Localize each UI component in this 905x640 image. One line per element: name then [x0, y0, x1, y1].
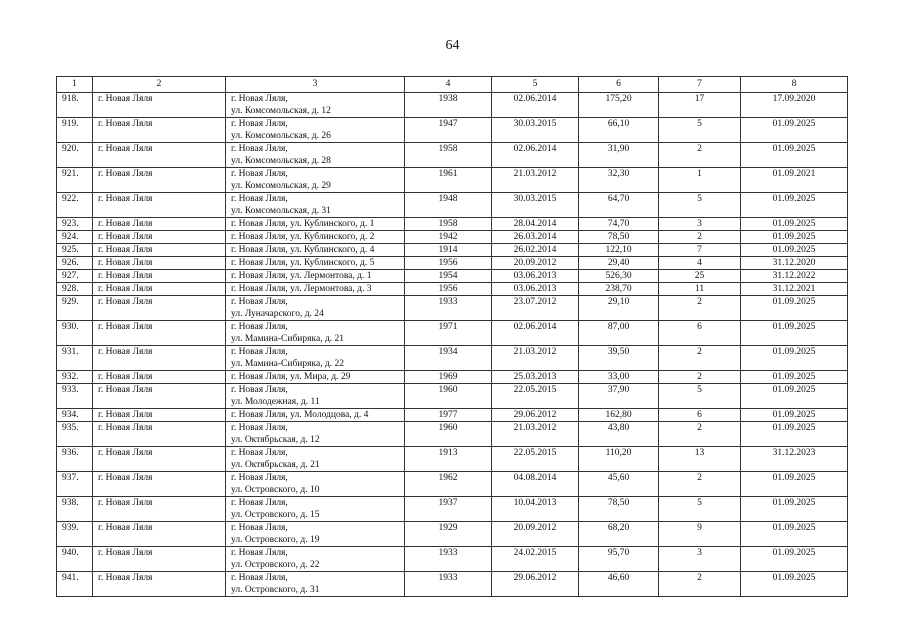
address-line: г. Новая Ляля, ул. Мира, д. 29 — [231, 372, 351, 382]
column-header: 8 — [741, 77, 848, 93]
address-cell — [226, 231, 405, 244]
residents-cell: 9 — [659, 522, 741, 547]
residents-cell: 2 — [659, 346, 741, 371]
area-cell: 45,60 — [579, 472, 659, 497]
deadline-date-cell: 01.09.2025 — [741, 218, 848, 231]
address-line: г. Новая Ляля, — [231, 94, 288, 104]
row-number-cell: 924. — [57, 231, 93, 244]
address-cell — [226, 296, 405, 321]
survey-date-cell: 21.03.2012 — [492, 168, 579, 193]
survey-date-cell: 28.04.2014 — [492, 218, 579, 231]
settlement-cell: г. Новая Ляля — [93, 371, 226, 384]
year-built-cell: 1977 — [405, 409, 492, 422]
address-line: г. Новая Ляля, — [231, 385, 288, 395]
area-cell: 122,10 — [579, 244, 659, 257]
residents-cell: 5 — [659, 193, 741, 218]
year-built-cell: 1933 — [405, 547, 492, 572]
row-number-cell: 928. — [57, 283, 93, 296]
settlement-cell: г. Новая Ляля — [93, 384, 226, 409]
address-line: г. Новая Ляля, — [231, 297, 288, 307]
area-cell: 78,50 — [579, 497, 659, 522]
row-number-cell: 938. — [57, 497, 93, 522]
row-number-cell: 941. — [57, 572, 93, 597]
area-cell: 162,80 — [579, 409, 659, 422]
address-line: г. Новая Ляля, — [231, 473, 288, 483]
residents-cell: 3 — [659, 547, 741, 572]
deadline-date-cell: 01.09.2025 — [741, 296, 848, 321]
residents-cell: 5 — [659, 384, 741, 409]
year-built-cell: 1942 — [405, 231, 492, 244]
area-cell: 33,00 — [579, 371, 659, 384]
settlement-cell: г. Новая Ляля — [93, 321, 226, 346]
address-line: ул. Октябрьская, д. 12 — [231, 435, 320, 445]
year-built-cell: 1956 — [405, 283, 492, 296]
address-line: ул. Островского, д. 22 — [231, 560, 320, 570]
deadline-date-cell: 01.09.2025 — [741, 244, 848, 257]
deadline-date-cell: 01.09.2025 — [741, 422, 848, 447]
address-line: г. Новая Ляля, — [231, 423, 288, 433]
row-number-cell: 919. — [57, 118, 93, 143]
table-row — [57, 547, 848, 572]
address-line: г. Новая Ляля, ул. Кублинского, д. 4 — [231, 245, 375, 255]
year-built-cell: 1961 — [405, 168, 492, 193]
residents-cell: 2 — [659, 143, 741, 168]
table-row — [57, 193, 848, 218]
settlement-cell: г. Новая Ляля — [93, 93, 226, 118]
deadline-date-cell: 01.09.2025 — [741, 409, 848, 422]
residents-cell: 2 — [659, 296, 741, 321]
table-row — [57, 522, 848, 547]
year-built-cell: 1956 — [405, 257, 492, 270]
deadline-date-cell: 01.09.2025 — [741, 346, 848, 371]
row-number-cell: 927. — [57, 270, 93, 283]
deadline-date-cell: 01.09.2025 — [741, 321, 848, 346]
survey-date-cell: 22.05.2015 — [492, 447, 579, 472]
area-cell: 46,60 — [579, 572, 659, 597]
survey-date-cell: 20.09.2012 — [492, 522, 579, 547]
column-header: 3 — [226, 77, 405, 93]
settlement-cell: г. Новая Ляля — [93, 547, 226, 572]
residents-cell: 11 — [659, 283, 741, 296]
residents-cell: 6 — [659, 321, 741, 346]
residents-cell: 17 — [659, 93, 741, 118]
year-built-cell: 1962 — [405, 472, 492, 497]
settlement-cell: г. Новая Ляля — [93, 257, 226, 270]
settlement-cell: г. Новая Ляля — [93, 447, 226, 472]
area-cell: 31,90 — [579, 143, 659, 168]
address-cell — [226, 472, 405, 497]
table-row — [57, 231, 848, 244]
table-body — [57, 93, 848, 597]
settlement-cell: г. Новая Ляля — [93, 497, 226, 522]
year-built-cell: 1934 — [405, 346, 492, 371]
deadline-date-cell: 17.09.2020 — [741, 93, 848, 118]
address-line: г. Новая Ляля, — [231, 498, 288, 508]
survey-date-cell: 03.06.2013 — [492, 283, 579, 296]
area-cell: 29,40 — [579, 257, 659, 270]
deadline-date-cell: 01.09.2025 — [741, 231, 848, 244]
residents-cell: 7 — [659, 244, 741, 257]
year-built-cell: 1938 — [405, 93, 492, 118]
address-line: ул. Островского, д. 10 — [231, 485, 320, 495]
survey-date-cell: 29.06.2012 — [492, 572, 579, 597]
table-row — [57, 283, 848, 296]
area-cell: 87,00 — [579, 321, 659, 346]
table-row — [57, 447, 848, 472]
area-cell: 78,50 — [579, 231, 659, 244]
area-cell: 175,20 — [579, 93, 659, 118]
address-cell — [226, 522, 405, 547]
year-built-cell: 1958 — [405, 143, 492, 168]
survey-date-cell: 02.06.2014 — [492, 143, 579, 168]
settlement-cell: г. Новая Ляля — [93, 572, 226, 597]
deadline-date-cell: 01.09.2025 — [741, 497, 848, 522]
table-row — [57, 422, 848, 447]
deadline-date-cell: 01.09.2025 — [741, 118, 848, 143]
address-cell — [226, 422, 405, 447]
year-built-cell: 1948 — [405, 193, 492, 218]
address-line: ул. Островского, д. 15 — [231, 510, 320, 520]
address-line: ул. Луначарского, д. 24 — [231, 309, 324, 319]
survey-date-cell: 04.08.2014 — [492, 472, 579, 497]
address-line: ул. Мамина-Сибиряка, д. 22 — [231, 359, 345, 369]
deadline-date-cell: 01.09.2025 — [741, 193, 848, 218]
settlement-cell: г. Новая Ляля — [93, 296, 226, 321]
address-cell — [226, 93, 405, 118]
year-built-cell: 1947 — [405, 118, 492, 143]
area-cell: 95,70 — [579, 547, 659, 572]
row-number-cell: 939. — [57, 522, 93, 547]
settlement-cell: г. Новая Ляля — [93, 143, 226, 168]
table-row — [57, 409, 848, 422]
row-number-cell: 925. — [57, 244, 93, 257]
survey-date-cell: 10.04.2013 — [492, 497, 579, 522]
address-cell — [226, 447, 405, 472]
page-number: 64 — [445, 38, 460, 53]
survey-date-cell: 20.09.2012 — [492, 257, 579, 270]
year-built-cell: 1929 — [405, 522, 492, 547]
survey-date-cell: 23.07.2012 — [492, 296, 579, 321]
address-line: ул. Комсомольская, д. 12 — [231, 106, 331, 116]
column-header: 4 — [405, 77, 492, 93]
survey-date-cell: 22.05.2015 — [492, 384, 579, 409]
year-built-cell: 1971 — [405, 321, 492, 346]
table-row — [57, 143, 848, 168]
address-line: г. Новая Ляля, — [231, 144, 288, 154]
row-number-cell: 923. — [57, 218, 93, 231]
row-number-cell: 931. — [57, 346, 93, 371]
deadline-date-cell: 01.09.2025 — [741, 143, 848, 168]
year-built-cell: 1969 — [405, 371, 492, 384]
address-line: г. Новая Ляля, ул. Лермонтова, д. 1 — [231, 271, 372, 281]
survey-date-cell: 30.03.2015 — [492, 193, 579, 218]
address-line: ул. Комсомольская, д. 28 — [231, 156, 331, 166]
residents-cell: 2 — [659, 371, 741, 384]
year-built-cell: 1960 — [405, 384, 492, 409]
address-cell — [226, 270, 405, 283]
residents-cell: 6 — [659, 409, 741, 422]
settlement-cell: г. Новая Ляля — [93, 193, 226, 218]
settlement-cell: г. Новая Ляля — [93, 422, 226, 447]
address-line: г. Новая Ляля, — [231, 169, 288, 179]
area-cell: 29,10 — [579, 296, 659, 321]
table-row — [57, 270, 848, 283]
address-cell — [226, 143, 405, 168]
survey-date-cell: 26.02.2014 — [492, 244, 579, 257]
residents-cell: 2 — [659, 472, 741, 497]
address-line: ул. Октябрьская, д. 21 — [231, 460, 320, 470]
residents-cell: 3 — [659, 218, 741, 231]
address-line: г. Новая Ляля, ул. Кублинского, д. 5 — [231, 258, 375, 268]
column-header: 6 — [579, 77, 659, 93]
year-built-cell: 1958 — [405, 218, 492, 231]
deadline-date-cell: 01.09.2025 — [741, 572, 848, 597]
survey-date-cell: 02.06.2014 — [492, 321, 579, 346]
settlement-cell: г. Новая Ляля — [93, 244, 226, 257]
address-line: ул. Островского, д. 19 — [231, 535, 320, 545]
area-cell: 68,20 — [579, 522, 659, 547]
table-row — [57, 244, 848, 257]
year-built-cell: 1960 — [405, 422, 492, 447]
address-cell — [226, 168, 405, 193]
row-number-cell: 937. — [57, 472, 93, 497]
row-number-cell: 940. — [57, 547, 93, 572]
table-row — [57, 296, 848, 321]
address-line: г. Новая Ляля, — [231, 573, 288, 583]
area-cell: 39,50 — [579, 346, 659, 371]
address-cell — [226, 193, 405, 218]
table-row — [57, 168, 848, 193]
address-cell — [226, 384, 405, 409]
survey-date-cell: 29.06.2012 — [492, 409, 579, 422]
column-header: 1 — [57, 77, 93, 93]
row-number-cell: 922. — [57, 193, 93, 218]
table-row — [57, 93, 848, 118]
area-cell: 110,20 — [579, 447, 659, 472]
row-number-cell: 934. — [57, 409, 93, 422]
settlement-cell: г. Новая Ляля — [93, 283, 226, 296]
deadline-date-cell: 31.12.2022 — [741, 270, 848, 283]
settlement-cell: г. Новая Ляля — [93, 118, 226, 143]
row-number-cell: 930. — [57, 321, 93, 346]
address-line: г. Новая Ляля, — [231, 448, 288, 458]
address-line: ул. Молодежная, д. 11 — [231, 397, 320, 407]
table-row — [57, 218, 848, 231]
row-number-cell: 920. — [57, 143, 93, 168]
address-line: г. Новая Ляля, — [231, 347, 288, 357]
year-built-cell: 1933 — [405, 572, 492, 597]
residents-cell: 13 — [659, 447, 741, 472]
address-line: г. Новая Ляля, ул. Кублинского, д. 1 — [231, 219, 375, 229]
deadline-date-cell: 31.12.2021 — [741, 283, 848, 296]
table-row — [57, 321, 848, 346]
address-cell — [226, 218, 405, 231]
address-cell — [226, 346, 405, 371]
address-line: ул. Комсомольская, д. 29 — [231, 181, 331, 191]
address-line: г. Новая Ляля, ул. Кублинского, д. 2 — [231, 232, 375, 242]
deadline-date-cell: 01.09.2025 — [741, 547, 848, 572]
table-row — [57, 497, 848, 522]
survey-date-cell: 21.03.2012 — [492, 422, 579, 447]
settlement-cell: г. Новая Ляля — [93, 346, 226, 371]
table-row — [57, 346, 848, 371]
address-line: г. Новая Ляля, — [231, 322, 288, 332]
address-cell — [226, 283, 405, 296]
address-line: ул. Мамина-Сибиряка, д. 21 — [231, 334, 345, 344]
deadline-date-cell: 01.09.2025 — [741, 371, 848, 384]
address-cell — [226, 547, 405, 572]
year-built-cell: 1954 — [405, 270, 492, 283]
deadline-date-cell: 01.09.2025 — [741, 522, 848, 547]
column-header: 2 — [93, 77, 226, 93]
address-cell — [226, 257, 405, 270]
area-cell: 74,70 — [579, 218, 659, 231]
area-cell: 66,10 — [579, 118, 659, 143]
residents-cell: 5 — [659, 118, 741, 143]
address-line: г. Новая Ляля, — [231, 548, 288, 558]
year-built-cell: 1913 — [405, 447, 492, 472]
residents-cell: 1 — [659, 168, 741, 193]
address-cell — [226, 371, 405, 384]
table-row — [57, 118, 848, 143]
table-row — [57, 572, 848, 597]
address-line: ул. Комсомольская, д. 26 — [231, 131, 331, 141]
area-cell: 64,70 — [579, 193, 659, 218]
address-cell — [226, 118, 405, 143]
row-number-cell: 936. — [57, 447, 93, 472]
settlement-cell: г. Новая Ляля — [93, 522, 226, 547]
table-row — [57, 384, 848, 409]
row-number-cell: 932. — [57, 371, 93, 384]
table-header-row — [57, 77, 848, 93]
deadline-date-cell: 01.09.2021 — [741, 168, 848, 193]
row-number-cell: 918. — [57, 93, 93, 118]
year-built-cell: 1933 — [405, 296, 492, 321]
residents-cell: 25 — [659, 270, 741, 283]
survey-date-cell: 21.03.2012 — [492, 346, 579, 371]
residents-cell: 2 — [659, 572, 741, 597]
table-row — [57, 472, 848, 497]
deadline-date-cell: 01.09.2025 — [741, 472, 848, 497]
area-cell: 238,70 — [579, 283, 659, 296]
survey-date-cell: 03.06.2013 — [492, 270, 579, 283]
settlement-cell: г. Новая Ляля — [93, 409, 226, 422]
address-line: г. Новая Ляля, — [231, 194, 288, 204]
row-number-cell: 926. — [57, 257, 93, 270]
deadline-date-cell: 01.09.2025 — [741, 384, 848, 409]
area-cell: 37,90 — [579, 384, 659, 409]
table-row — [57, 371, 848, 384]
area-cell: 32,30 — [579, 168, 659, 193]
column-header: 5 — [492, 77, 579, 93]
table-row — [57, 257, 848, 270]
address-line: г. Новая Ляля, — [231, 523, 288, 533]
address-line: ул. Комсомольская, д. 31 — [231, 206, 331, 216]
survey-date-cell: 24.02.2015 — [492, 547, 579, 572]
address-line: г. Новая Ляля, ул. Лермонтова, д. 3 — [231, 284, 372, 294]
address-cell — [226, 572, 405, 597]
survey-date-cell: 02.06.2014 — [492, 93, 579, 118]
survey-date-cell: 26.03.2014 — [492, 231, 579, 244]
area-cell: 526,30 — [579, 270, 659, 283]
settlement-cell: г. Новая Ляля — [93, 231, 226, 244]
settlement-cell: г. Новая Ляля — [93, 218, 226, 231]
address-cell — [226, 244, 405, 257]
deadline-date-cell: 31.12.2020 — [741, 257, 848, 270]
address-line: г. Новая Ляля, ул. Молодцова, д. 4 — [231, 410, 369, 420]
address-line: ул. Островского, д. 31 — [231, 585, 320, 595]
address-cell — [226, 409, 405, 422]
year-built-cell: 1937 — [405, 497, 492, 522]
settlement-cell: г. Новая Ляля — [93, 472, 226, 497]
year-built-cell: 1914 — [405, 244, 492, 257]
survey-date-cell: 30.03.2015 — [492, 118, 579, 143]
housing-registry-table — [56, 76, 848, 597]
settlement-cell: г. Новая Ляля — [93, 168, 226, 193]
survey-date-cell: 25.03.2013 — [492, 371, 579, 384]
residents-cell: 2 — [659, 422, 741, 447]
address-cell — [226, 497, 405, 522]
row-number-cell: 929. — [57, 296, 93, 321]
area-cell: 43,80 — [579, 422, 659, 447]
settlement-cell: г. Новая Ляля — [93, 270, 226, 283]
address-cell — [226, 321, 405, 346]
residents-cell: 4 — [659, 257, 741, 270]
residents-cell: 5 — [659, 497, 741, 522]
residents-cell: 2 — [659, 231, 741, 244]
row-number-cell: 921. — [57, 168, 93, 193]
address-line: г. Новая Ляля, — [231, 119, 288, 129]
column-header: 7 — [659, 77, 741, 93]
deadline-date-cell: 31.12.2023 — [741, 447, 848, 472]
row-number-cell: 933. — [57, 384, 93, 409]
row-number-cell: 935. — [57, 422, 93, 447]
